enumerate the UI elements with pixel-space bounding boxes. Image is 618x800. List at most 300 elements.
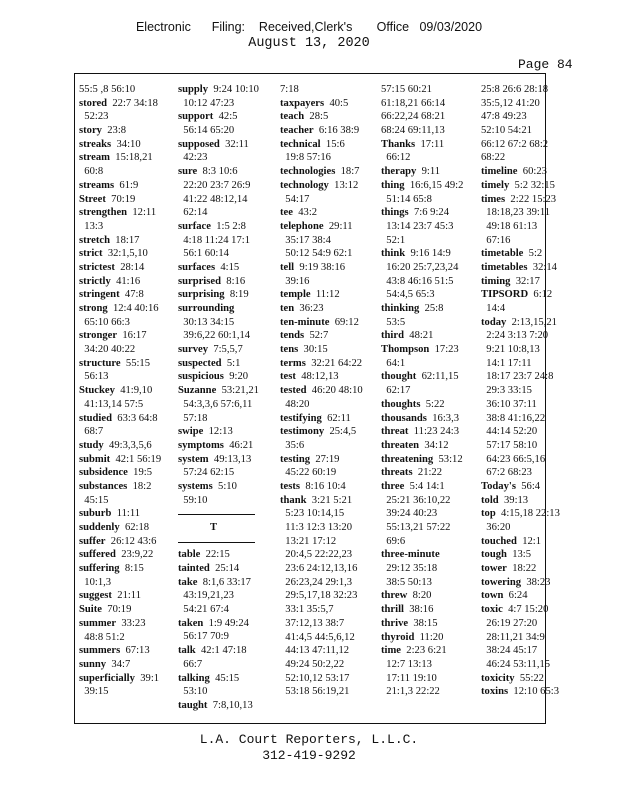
index-entry: [481, 288, 560, 302]
index-entry-continuation: [280, 466, 363, 480]
index-entry-continuation: [481, 329, 560, 343]
index-term: threw: [381, 590, 408, 602]
index-entry-continuation: [481, 110, 560, 124]
index-entry-continuation: [79, 425, 161, 439]
index-references: 57:17 58:10: [481, 439, 538, 451]
index-column-2: [178, 83, 259, 713]
index-entry-continuation: [481, 343, 560, 357]
index-references: 12:7 13:13: [381, 658, 432, 670]
index-term: times: [481, 193, 506, 205]
index-column-3: [280, 83, 363, 699]
index-entry: [178, 548, 259, 562]
index-term: think: [381, 248, 406, 260]
index-references: 35:17 38:4: [280, 234, 331, 246]
index-entry: [178, 302, 259, 316]
index-entry: [178, 343, 259, 357]
index-entry: [481, 494, 560, 508]
index-references: 20:4,5 22:22,23: [280, 549, 353, 561]
index-entry-continuation: [381, 535, 463, 549]
index-references: 38:15: [408, 617, 438, 629]
index-entry-continuation: [79, 165, 161, 179]
index-entry: [178, 110, 259, 124]
index-references: 67:2 68:23: [481, 467, 532, 479]
index-references: 48:20: [280, 398, 310, 410]
index-references: 68:24 69:11,13: [381, 125, 445, 137]
index-references: 1:9 49:24: [203, 617, 249, 629]
index-entry: [280, 110, 363, 124]
index-references: 63:3 64:8: [111, 412, 158, 424]
index-entry-continuation: [79, 220, 161, 234]
index-entry-continuation: [481, 138, 560, 152]
index-entry: [381, 398, 463, 412]
index-entry: [381, 329, 463, 343]
index-references: 4:15: [215, 261, 240, 273]
index-references: 45:15: [209, 672, 240, 684]
index-references: 68:7: [79, 426, 104, 438]
index-entry: [178, 384, 259, 398]
index-entry-continuation: [381, 507, 463, 521]
index-term: therapy: [381, 166, 417, 178]
index-term: thing: [381, 179, 405, 191]
index-term: stream: [79, 152, 110, 164]
index-references: 54:17: [280, 193, 310, 205]
index-entry-continuation: [381, 220, 463, 234]
index-term: tee: [280, 207, 293, 219]
index-references: 43:8 46:16 51:5: [381, 275, 454, 287]
index-references: 52:7: [304, 330, 329, 342]
index-entry: [79, 357, 161, 371]
index-references: 6:12: [528, 289, 553, 301]
index-entry: [280, 316, 363, 330]
index-references: 52:23: [79, 111, 109, 123]
index-references: 18:17: [110, 234, 140, 246]
index-references: 8:1,6 33:17: [197, 576, 251, 588]
index-references: 26:23,24 29:1,3: [280, 576, 353, 588]
index-references: 70:19: [101, 604, 132, 616]
index-term: stronger: [79, 330, 118, 342]
index-entry-continuation: [381, 494, 463, 508]
index-references: 5:10: [212, 480, 237, 492]
index-term: streaks: [79, 138, 112, 150]
index-entry: [178, 138, 259, 152]
index-entry: [178, 672, 259, 686]
index-entry: [381, 302, 463, 316]
index-entry-continuation: [381, 357, 463, 371]
index-references: 66:22,24 68:21: [381, 111, 446, 123]
index-term: technologies: [280, 166, 336, 178]
index-entry: [178, 261, 259, 275]
index-entry: [381, 631, 463, 645]
index-term: superficially: [79, 672, 135, 684]
index-references: 27:19: [310, 453, 340, 465]
index-term: substances: [79, 480, 128, 492]
index-entry-continuation: [178, 466, 259, 480]
index-term: symptoms: [178, 439, 224, 451]
index-references: 47:8 49:23: [481, 111, 527, 123]
index-column-1: [79, 83, 161, 699]
index-references: 21:1,3 22:22: [381, 686, 440, 698]
index-references: 33:1 35:5,7: [280, 604, 334, 616]
index-entry-continuation: [178, 494, 259, 508]
index-references: 18:18,23 39:11: [481, 207, 551, 219]
index-term: threatening: [381, 453, 434, 465]
index-references: 39:24 40:23: [381, 508, 438, 520]
index-entry-continuation: [280, 521, 363, 535]
index-term: top: [481, 508, 496, 520]
index-references: 56:13: [79, 371, 109, 383]
index-references: 43:2: [292, 207, 318, 219]
index-entry-continuation: [381, 562, 463, 576]
index-references: 2:24 3:13 7:20: [481, 330, 549, 342]
index-entry-continuation: [178, 193, 259, 207]
index-term: supply: [178, 84, 209, 95]
section-divider: [178, 535, 259, 549]
index-term: third: [381, 330, 404, 342]
index-entry: [381, 425, 463, 439]
index-entry-continuation: [280, 247, 363, 261]
index-entry: [481, 672, 560, 686]
index-term: study: [79, 439, 104, 451]
index-references: 11:23 24:3: [408, 426, 459, 438]
index-term: temple: [280, 289, 311, 301]
index-references: 9:16 14:9: [405, 248, 451, 260]
index-references: 49:18 61:13: [481, 220, 538, 232]
index-entry-continuation: [481, 398, 560, 412]
index-entry-continuation: [481, 658, 560, 672]
index-references: 35:5,12 41:20: [481, 97, 540, 109]
index-references: 38:8 41:16,22: [481, 412, 546, 424]
index-entry: [178, 562, 259, 576]
index-entry-continuation: [79, 343, 161, 357]
index-entry: [280, 179, 363, 193]
index-references: 38:5 50:13: [381, 576, 432, 588]
index-term: town: [481, 590, 504, 602]
index-entry: [381, 343, 463, 357]
index-term: tell: [280, 261, 295, 273]
index-references: 5:1: [221, 357, 241, 369]
index-term: supposed: [178, 138, 220, 150]
index-references: 41:9,10: [114, 385, 153, 397]
index-references: 18:7: [335, 166, 360, 178]
index-entry: [178, 165, 259, 179]
index-entry-continuation: [381, 275, 463, 289]
index-entry: [79, 562, 161, 576]
index-references: 53:5: [381, 316, 406, 328]
index-entry: [79, 439, 161, 453]
index-references: 49:24 50:2,22: [280, 658, 345, 670]
index-references: 10:1,3: [79, 576, 112, 588]
index-term: time: [381, 645, 401, 657]
index-references: 9:24 10:10: [208, 84, 259, 95]
index-references: 60:23: [517, 166, 547, 178]
index-entry-continuation: [381, 658, 463, 672]
index-references: 46:24 53:11,15: [481, 658, 551, 670]
index-entry: [280, 480, 363, 494]
index-references: 16:3,3: [426, 412, 460, 424]
index-references: 18:22: [506, 563, 537, 575]
index-entry-continuation: [481, 384, 560, 398]
index-entry: [481, 247, 560, 261]
index-entry-continuation: [381, 316, 463, 330]
index-term: three-minute: [381, 549, 440, 561]
index-references: 54:4,5 65:3: [381, 289, 435, 301]
index-entry: [381, 206, 463, 220]
index-entry: [79, 466, 161, 480]
index-references: 12:1: [516, 535, 542, 547]
index-entry: [79, 206, 161, 220]
index-references: 48:21: [403, 330, 434, 342]
index-entry: [79, 672, 161, 686]
section-divider: [178, 507, 259, 521]
index-entry-continuation: [381, 672, 463, 686]
index-references: 32:17: [510, 275, 540, 287]
index-term: tainted: [178, 563, 210, 575]
index-entry-continuation: [381, 151, 463, 165]
index-term: surprising: [178, 289, 225, 301]
index-entry-continuation: [481, 220, 560, 234]
index-references: 39:16: [280, 275, 310, 287]
index-references: 8:16: [220, 275, 246, 287]
index-term: touched: [481, 535, 517, 547]
index-entry: [280, 453, 363, 467]
index-references: 19:8 57:16: [280, 152, 331, 164]
index-term: timely: [481, 179, 510, 191]
index-references: 14:1 17:11: [481, 357, 532, 369]
index-references: 52:10,12 53:17: [280, 672, 350, 684]
index-term: three: [381, 480, 405, 492]
index-term: tested: [280, 385, 307, 397]
index-entry-continuation: [178, 234, 259, 248]
index-entry: [79, 329, 161, 343]
index-references: 7:8,10,13: [207, 699, 253, 711]
index-term: table: [178, 549, 201, 561]
index-entry: [79, 138, 161, 152]
index-references: 55:13,21 57:22: [381, 522, 451, 533]
index-entry: [481, 685, 560, 699]
index-references: 13:14 23:7 45:3: [381, 220, 454, 232]
index-term: towering: [481, 576, 522, 588]
index-entry-continuation: [178, 329, 259, 343]
index-entry: [280, 124, 363, 138]
index-references: 44:14 52:20: [481, 426, 538, 438]
index-references: 70:19: [105, 193, 136, 205]
index-term: sunny: [79, 658, 107, 670]
index-entry-continuation: [481, 453, 560, 467]
filing-stamp: Electronic Filing: Received,Clerk's Office 09/03/2020: [135, 20, 483, 34]
index-references: 11:3 12:3 13:20: [280, 522, 352, 533]
index-entry: [481, 193, 560, 207]
index-references: 45:22 60:19: [280, 467, 337, 479]
index-references: 57:15 60:21: [381, 84, 432, 95]
index-entry: [79, 234, 161, 248]
index-entry-continuation: [178, 685, 259, 699]
index-term: timeline: [481, 166, 518, 178]
index-entry-continuation: [280, 672, 363, 686]
index-term: systems: [178, 480, 213, 492]
index-term: suggest: [79, 590, 112, 602]
index-references: 38:23: [521, 576, 551, 588]
index-entry: [280, 384, 363, 398]
index-entry-continuation: [280, 193, 363, 207]
index-references: 18:17 23:7 24:8: [481, 371, 554, 383]
index-entry-continuation: [79, 398, 161, 412]
index-entry: [79, 453, 161, 467]
index-references: 55:22: [514, 672, 544, 684]
index-references: 49:3,3,5,6: [103, 439, 152, 451]
index-term: thousands: [381, 412, 427, 424]
index-references: 5:23 10:14,15: [280, 508, 345, 520]
index-term: taken: [178, 617, 204, 629]
index-references: 25:8: [419, 303, 444, 314]
index-term: story: [79, 125, 102, 137]
index-term: strictest: [79, 261, 115, 273]
index-references: 19:5: [127, 467, 153, 479]
index-references: 44:13 47:11,12: [280, 645, 350, 657]
index-entry-continuation: [178, 124, 259, 138]
index-term: Suite: [79, 604, 102, 616]
index-term: TIPSORD: [481, 289, 529, 301]
index-entry-continuation: [280, 685, 363, 699]
index-references: 9:20: [223, 371, 249, 383]
index-entry: [79, 644, 161, 658]
index-entry: [481, 548, 560, 562]
index-term: talk: [178, 645, 196, 657]
index-entry: [178, 425, 259, 439]
index-term: surfaces: [178, 261, 216, 273]
index-entry-continuation: [280, 658, 363, 672]
index-entry-continuation: [79, 631, 161, 645]
index-references: 35:6: [280, 439, 305, 451]
index-references: 8:15: [119, 563, 144, 575]
index-entry: [280, 261, 363, 275]
index-entry: [280, 206, 363, 220]
index-entry: [79, 658, 161, 672]
index-entry-continuation: [79, 685, 161, 699]
index-term: suspicious: [178, 371, 224, 383]
index-entry-continuation: [280, 83, 363, 97]
index-references: 7:5,5,7: [208, 344, 243, 356]
index-references: 53:10: [178, 686, 208, 698]
index-entry: [79, 179, 161, 193]
index-references: 16:17: [117, 330, 147, 342]
index-entry: [178, 288, 259, 302]
index-references: 32:21 64:22: [305, 357, 363, 369]
index-entry: [79, 302, 161, 316]
index-entry-continuation: [381, 234, 463, 248]
index-term: Street: [79, 193, 106, 205]
index-term: threats: [381, 467, 413, 479]
index-entry: [178, 220, 259, 234]
index-entry-continuation: [79, 83, 161, 97]
index-term: strengthen: [79, 207, 128, 219]
index-entry: [280, 370, 363, 384]
index-entry: [178, 357, 259, 371]
index-references: 60:8: [79, 166, 104, 178]
index-entry-continuation: [381, 110, 463, 124]
index-entry: [280, 357, 363, 371]
index-entry-continuation: [178, 603, 259, 617]
index-references: 29:12 35:18: [381, 563, 438, 575]
index-references: 34:10: [111, 138, 141, 150]
index-entry: [280, 220, 363, 234]
index-references: 33:23: [116, 617, 146, 629]
index-references: 13:5: [506, 549, 532, 561]
index-entry-continuation: [280, 603, 363, 617]
index-entry: [79, 507, 161, 521]
index-references: 67:13: [120, 645, 150, 657]
index-entry-continuation: [280, 576, 363, 590]
reporter-phone: 312-419-9292: [262, 748, 356, 763]
index-entry-continuation: [481, 466, 560, 480]
index-references: 12:11: [127, 207, 157, 219]
index-references: 57:24 62:15: [178, 467, 235, 479]
index-references: 66:12 67:2 68:2: [481, 138, 549, 150]
index-term: timing: [481, 275, 511, 287]
index-term: tough: [481, 549, 507, 561]
index-references: 30:15: [298, 344, 328, 356]
index-references: 28:11,21 34:9: [481, 631, 545, 643]
index-entry-continuation: [178, 398, 259, 412]
index-term: teach: [280, 111, 305, 123]
index-references: 51:14 65:8: [381, 193, 432, 205]
index-term: tends: [280, 330, 305, 342]
index-term: technology: [280, 179, 329, 191]
index-entry: [79, 589, 161, 603]
index-entry: [79, 124, 161, 138]
index-references: 21:22: [412, 467, 443, 479]
index-entry: [178, 83, 259, 97]
index-references: 7:18: [280, 84, 299, 95]
index-entry: [481, 589, 560, 603]
index-references: 34:20 40:22: [79, 344, 136, 356]
index-references: 13:12: [328, 179, 359, 191]
index-term: thought: [381, 371, 417, 383]
index-entry: [79, 193, 161, 207]
index-term: support: [178, 111, 214, 123]
index-references: 42:1 56:19: [110, 453, 162, 465]
index-references: 69:6: [381, 535, 406, 547]
index-term: strong: [79, 303, 108, 314]
index-entry-continuation: [481, 97, 560, 111]
index-references: 61:18,21 66:14: [381, 97, 446, 109]
index-references: 18:2: [127, 480, 152, 492]
index-entry: [481, 179, 560, 193]
index-entry: [481, 562, 560, 576]
index-references: 56:17 70:9: [178, 631, 229, 643]
index-entry: [481, 261, 560, 275]
index-term: suffering: [79, 563, 120, 575]
index-entry: [381, 247, 463, 261]
index-entry-continuation: [381, 83, 463, 97]
index-references: 17:11: [415, 138, 445, 150]
index-references: 16:20 25:7,23,24: [381, 261, 459, 273]
index-entry-continuation: [481, 302, 560, 316]
index-entry-continuation: [481, 124, 560, 138]
index-term: Stuckey: [79, 385, 115, 397]
index-references: 14:4: [481, 303, 506, 314]
index-entry-continuation: [178, 589, 259, 603]
index-entry-continuation: [178, 658, 259, 672]
index-entry-continuation: [280, 151, 363, 165]
index-entry: [381, 603, 463, 617]
index-references: 26:12 43:6: [105, 535, 157, 547]
index-references: 47:8: [119, 289, 144, 301]
index-references: 36:23: [294, 303, 324, 314]
index-references: 64:1: [381, 357, 406, 369]
index-entry: [381, 453, 463, 467]
index-entry-continuation: [481, 357, 560, 371]
index-references: 29:5,17,18 32:23: [280, 590, 358, 602]
